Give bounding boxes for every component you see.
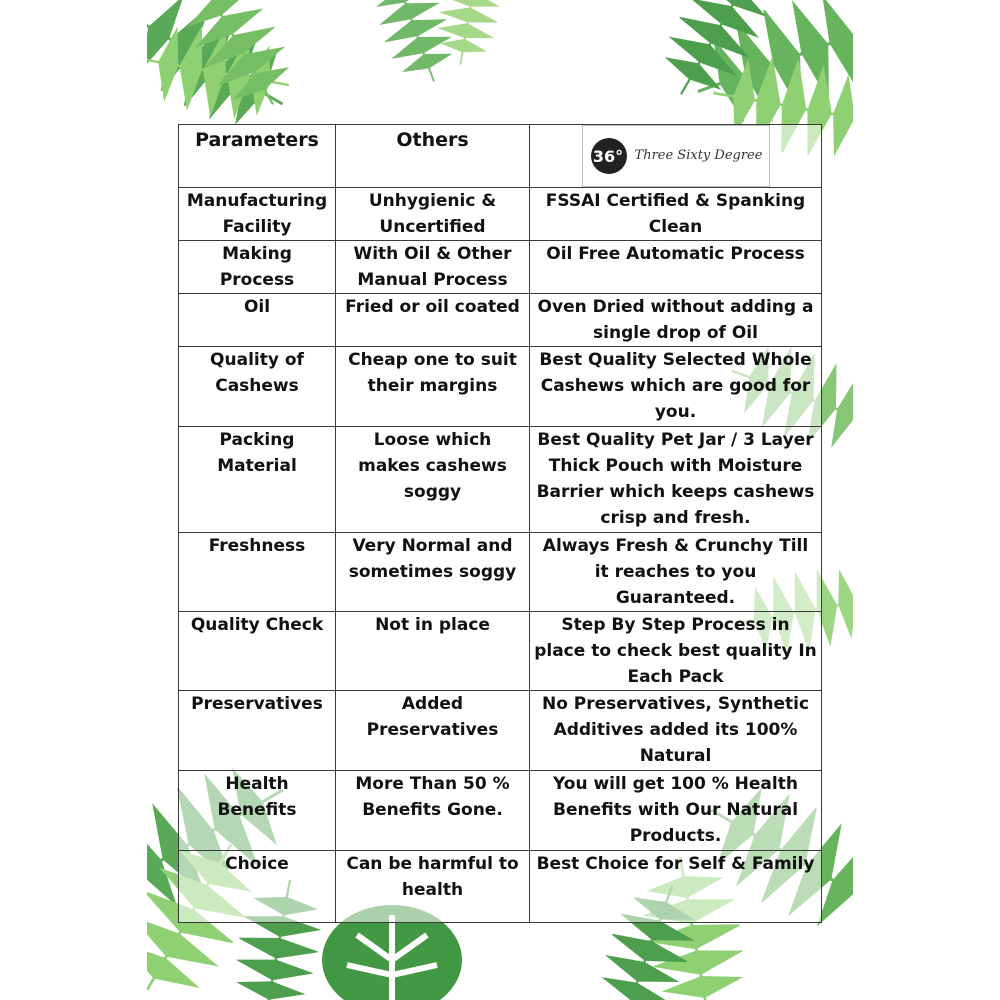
cell-brand: Step By Step Process in place to check best quality In Each Pack: [530, 612, 822, 691]
header-parameters: Parameters: [179, 125, 336, 188]
table-row: [179, 691, 822, 771]
cell-param: Making Process: [179, 241, 336, 294]
comparison-sheet: [147, 0, 853, 1000]
cell-brand: No Preservatives, Synthetic Additives added its 100% Natural: [530, 691, 822, 771]
brand-name: Three Sixty Degree: [634, 148, 763, 163]
table-row: [179, 851, 822, 923]
svg-text:36°: 36°: [592, 147, 623, 166]
brand-logo: [582, 125, 770, 187]
cell-brand: Always Fresh & Crunchy Till it reaches to you Guaranteed.: [530, 533, 822, 612]
cell-param: Choice: [179, 851, 336, 923]
cell-others: Added Preservatives: [336, 691, 530, 771]
cell-others: More Than 50 % Benefits Gone.: [336, 771, 530, 851]
table-row: [179, 241, 822, 294]
cell-brand: Oven Dried without adding a single drop of Oil: [530, 294, 822, 347]
cell-param: Health Benefits: [179, 771, 336, 851]
cell-brand: FSSAI Certified & Spanking Clean: [530, 188, 822, 241]
table-row: [179, 771, 822, 851]
cell-brand: Oil Free Automatic Process: [530, 241, 822, 294]
table-header-row: [179, 125, 822, 188]
cell-others: Very Normal and sometimes soggy: [336, 533, 530, 612]
cell-param: Freshness: [179, 533, 336, 612]
cell-brand: Best Choice for Self & Family: [530, 851, 822, 923]
cell-param: Packing Material: [179, 427, 336, 533]
cell-others: Can be harmful to health: [336, 851, 530, 923]
cell-others: Fried or oil coated: [336, 294, 530, 347]
table-row: [179, 347, 822, 427]
cell-param: Manufacturing Facility: [179, 188, 336, 241]
cell-param: Oil: [179, 294, 336, 347]
cell-param: Quality of Cashews: [179, 347, 336, 427]
cell-others: Cheap one to suit their margins: [336, 347, 530, 427]
cell-brand: Best Quality Selected Whole Cashews which are good for you.: [530, 347, 822, 427]
cell-brand: Best Quality Pet Jar / 3 Layer Thick Pouch with Moisture Barrier which keeps cashews crisp and fresh.: [530, 427, 822, 533]
comparison-table: [178, 124, 822, 923]
header-others: Others: [336, 125, 530, 188]
cell-others: Not in place: [336, 612, 530, 691]
table-row: [179, 612, 822, 691]
brand-circle-icon: [589, 136, 629, 176]
cell-param: Quality Check: [179, 612, 336, 691]
cell-param: Preservatives: [179, 691, 336, 771]
cell-others: With Oil & Other Manual Process: [336, 241, 530, 294]
cell-others: Loose which makes cashews soggy: [336, 427, 530, 533]
cell-brand: You will get 100 % Health Benefits with Our Natural Products.: [530, 771, 822, 851]
table-row: [179, 533, 822, 612]
table-row: [179, 294, 822, 347]
cell-others: Unhygienic & Uncertified: [336, 188, 530, 241]
table-row: [179, 188, 822, 241]
header-brand: [530, 125, 822, 188]
leaf-top-center: [367, 0, 506, 93]
table-row: [179, 427, 822, 533]
